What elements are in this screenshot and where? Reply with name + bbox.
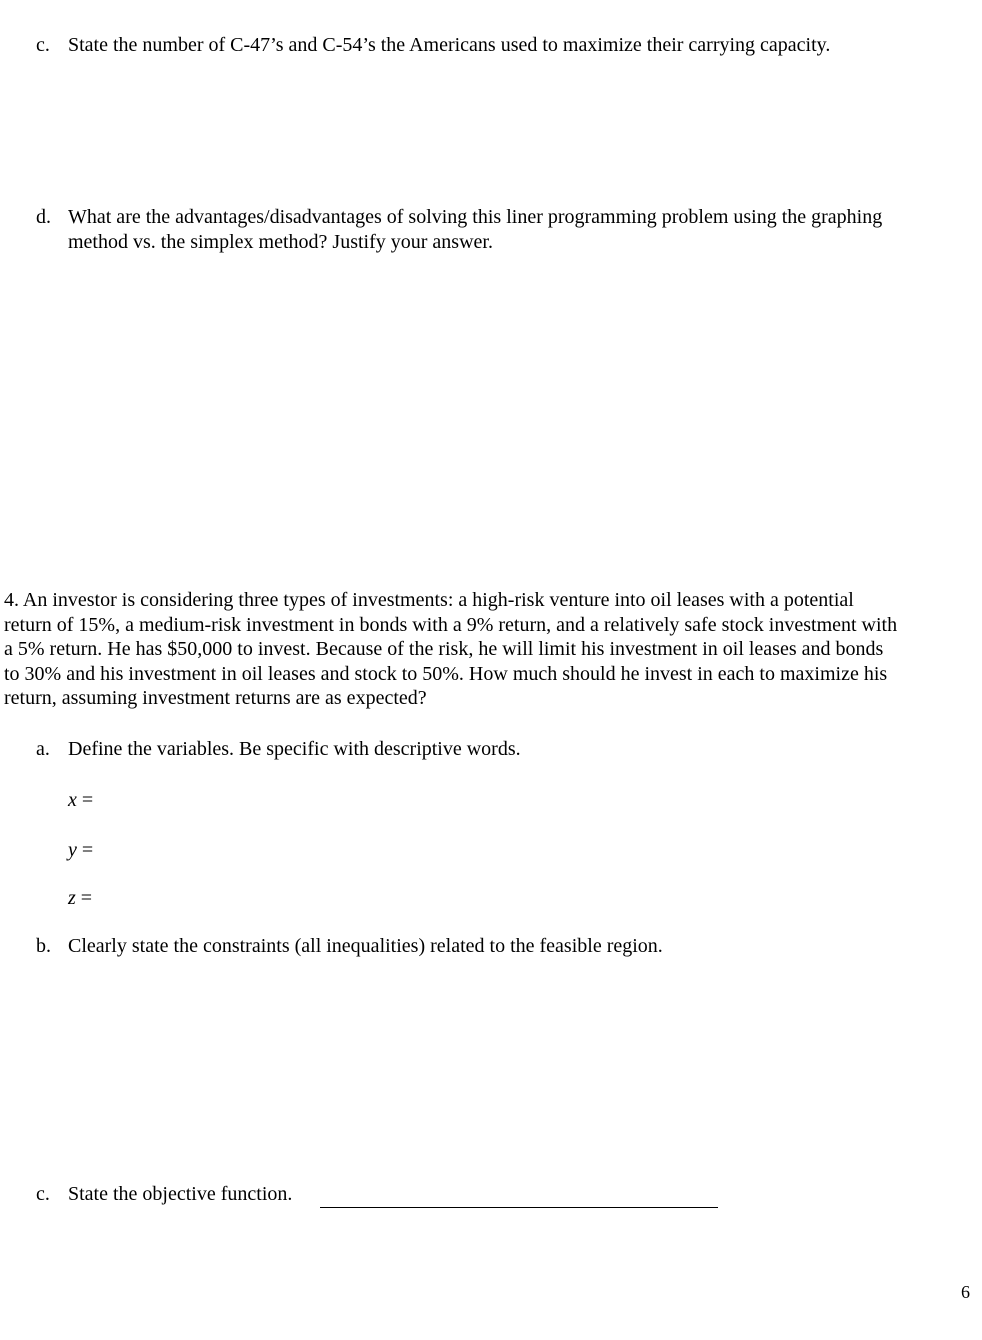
question-text-line-2: method vs. the simplex method? Justify your answer. — [68, 231, 493, 253]
objective-function-answer-line[interactable] — [320, 1207, 718, 1208]
equals-sign: = — [76, 789, 94, 811]
variable-symbol: x — [68, 789, 77, 811]
variable-symbol: y — [68, 839, 77, 861]
part-marker: a. — [36, 738, 50, 760]
question-text-line-1: What are the advantages/disadvantages of solving this liner programming problem using the graphing — [68, 206, 883, 228]
question-text: Define the variables. Be specific with descriptive words. — [68, 738, 521, 760]
question-text: State the number of C-47’s and C-54’s the Americans used to maximize their carrying capacity. — [68, 34, 831, 56]
question-text: Clearly state the constraints (all inequalities) related to the feasible region. — [68, 935, 663, 957]
problem-line: a 5% return. He has $50,000 to invest. Because of the risk, he will limit his investment in oil leases and bonds — [4, 638, 884, 660]
variable-y-definition — [68, 838, 93, 862]
page-number: 6 — [961, 1282, 970, 1302]
variable-z-definition — [68, 886, 92, 910]
equals-sign: = — [75, 887, 93, 909]
problem-line: to 30% and his investment in oil leases and stock to 50%. How much should he invest in each to maximize his — [4, 662, 888, 685]
problem-line: return, assuming investment returns are as expected? — [4, 687, 427, 709]
equals-sign: = — [76, 839, 94, 861]
part-marker: d. — [36, 206, 51, 228]
part-marker: c. — [36, 1183, 50, 1205]
problem-line: return of 15%, a medium-risk investment in bonds with a 9% return, and a relatively safe stock investment with — [4, 613, 898, 636]
problem-4-statement — [4, 588, 972, 711]
question-text: State the objective function. — [68, 1183, 293, 1205]
variable-x-definition — [68, 788, 93, 812]
problem-line: 4. An investor is considering three types of investments: a high-risk venture into oil leases with a potential — [4, 589, 854, 611]
part-marker: b. — [36, 935, 51, 957]
part-marker: c. — [36, 34, 50, 56]
variable-symbol: z — [68, 887, 76, 909]
